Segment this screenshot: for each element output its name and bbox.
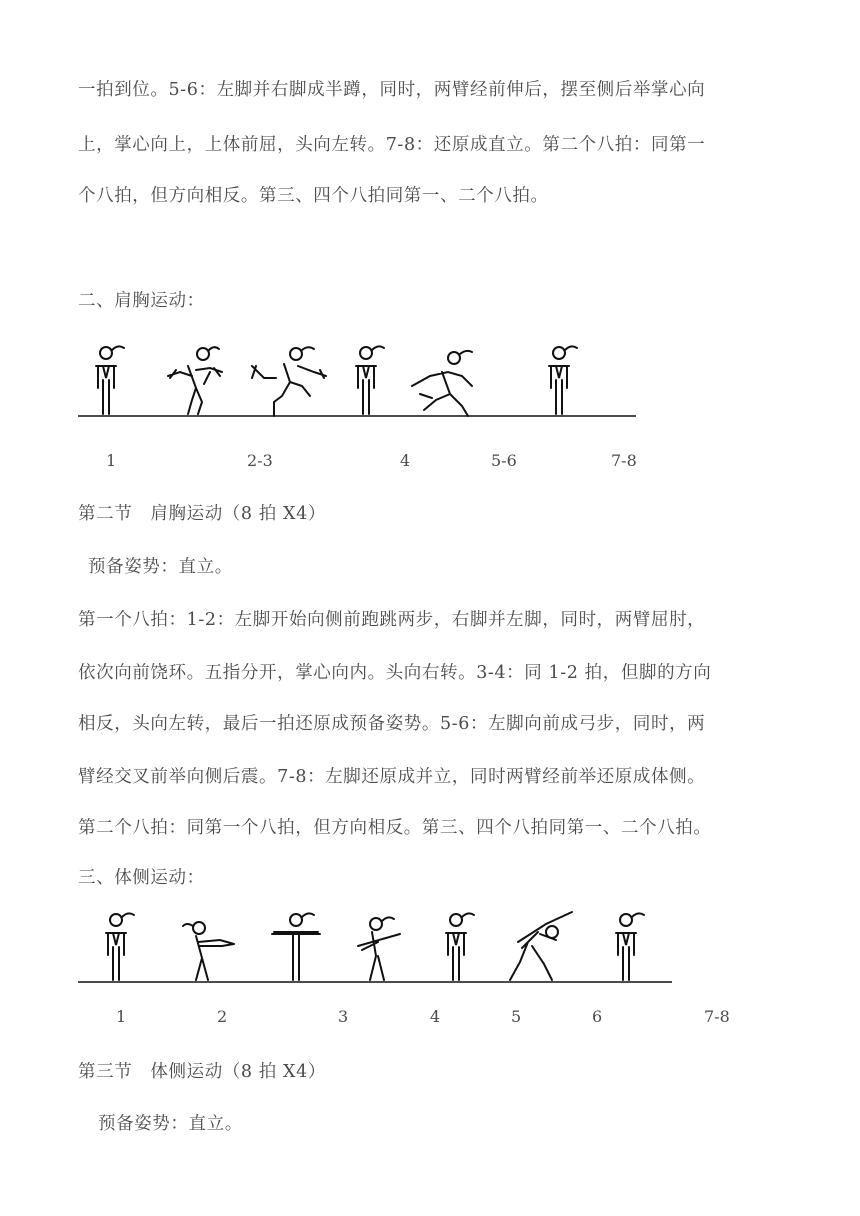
figure-label: 7-8 bbox=[704, 1007, 730, 1026]
section2-title: 第二节 肩胸运动（8 拍 X4） bbox=[78, 504, 326, 524]
stick-figure-arm-forward bbox=[183, 922, 234, 980]
figure-label: 5-6 bbox=[491, 451, 517, 470]
stick-figure-standing bbox=[549, 346, 577, 414]
section2-heading: 二、肩胸运动： bbox=[78, 291, 205, 311]
section2-prep: 预备姿势：直立。 bbox=[88, 557, 233, 577]
stick-figure-standing bbox=[356, 346, 384, 414]
stick-figure-standing bbox=[616, 913, 644, 980]
figure-label: 1 bbox=[116, 1007, 127, 1026]
figure-label: 7-8 bbox=[611, 451, 637, 470]
section2-para-line: 依次向前饶环。五指分开，掌心向内。头向右转。3-4：同 1-2 拍，但脚的方向 bbox=[78, 663, 712, 683]
figure-label: 1 bbox=[106, 451, 117, 470]
section3-heading: 三、体侧运动： bbox=[78, 868, 205, 888]
shoulder-chest-exercise-figure bbox=[70, 336, 640, 422]
intro-line-3: 个八拍，但方向相反。第三、四个八拍同第一、二个八拍。 bbox=[78, 186, 549, 206]
stick-figure-standing bbox=[446, 913, 474, 980]
section2-para-line: 相反，头向左转，最后一拍还原成预备姿势。5-6：左脚向前成弓步，同时，两 bbox=[78, 714, 706, 734]
figure-label: 5 bbox=[511, 1007, 522, 1026]
figure-label: 6 bbox=[592, 1007, 603, 1026]
stick-figure-standing bbox=[96, 346, 124, 414]
intro-line-1: 一拍到位。5-6：左脚并右脚成半蹲，同时，两臂经前伸后，摆至侧后举掌心向 bbox=[78, 80, 706, 100]
stick-figure-standing bbox=[106, 913, 134, 980]
stick-figure-lunge bbox=[412, 351, 472, 416]
section3-prep: 预备姿势：直立。 bbox=[98, 1114, 243, 1134]
stick-figure-arms-side bbox=[272, 913, 320, 980]
intro-line-2: 上，掌心向上，上体前屈，头向左转。7-8：还原成直立。第二个八拍：同第一 bbox=[78, 135, 706, 155]
figure-label: 2 bbox=[217, 1007, 228, 1026]
figure-label: 3 bbox=[338, 1007, 349, 1026]
body-side-exercise-figure bbox=[70, 902, 680, 988]
section3-title: 第三节 体侧运动（8 拍 X4） bbox=[78, 1062, 326, 1082]
figure-label: 2-3 bbox=[247, 451, 273, 470]
stick-figure-arm-circle bbox=[168, 347, 222, 414]
stick-figure-twist bbox=[358, 917, 400, 980]
figure-label: 4 bbox=[430, 1007, 441, 1026]
section2-para-line: 臂经交叉前举向侧后震。7-8：左脚还原成并立，同时两臂经前举还原成体侧。 bbox=[78, 767, 706, 787]
figure-label: 4 bbox=[400, 451, 411, 470]
stick-figure-run-jump bbox=[252, 347, 326, 416]
section2-para-line: 第二个八拍：同第一个八拍，但方向相反。第三、四个八拍同第一、二个八拍。 bbox=[78, 818, 712, 838]
section2-para-line: 第一个八拍：1-2：左脚开始向侧前跑跳两步，右脚并左脚，同时，两臂屈肘， bbox=[78, 610, 706, 630]
stick-figure-side-bend bbox=[510, 912, 572, 980]
